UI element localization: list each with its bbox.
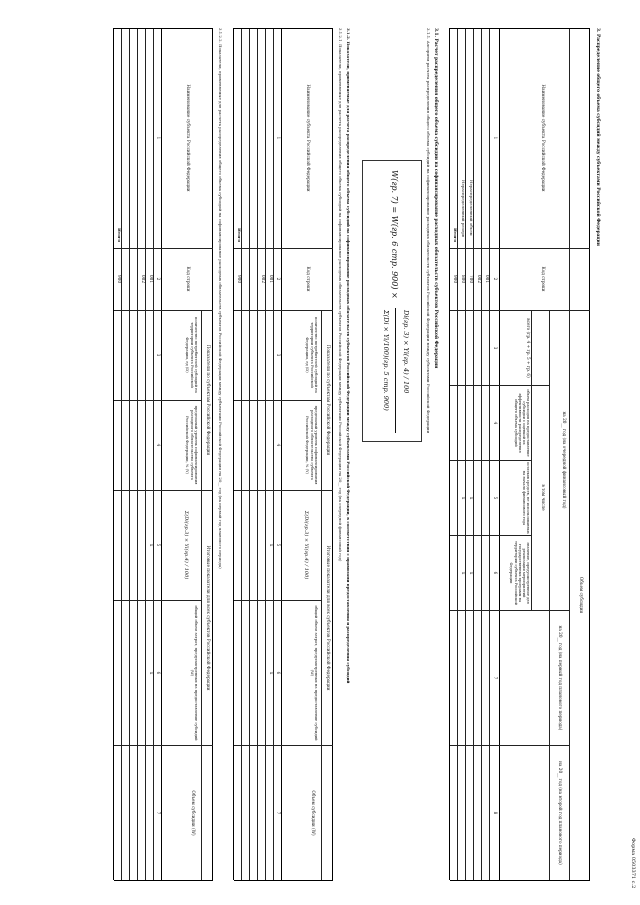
s1-col-year1: на 20__ год (на очередной финансовый год) — [562, 411, 567, 509]
s1-vline-c — [450, 535, 532, 536]
s1-sub-c: значение, предусмотренное для реализации мероприятий государственных программ на территории субъекта Российской Федерации — [509, 541, 530, 605]
s3-right-border — [234, 880, 333, 881]
s4-header-bottom — [161, 28, 162, 880]
s3-col-i2: предельный уровень софинансирования расходного обязательства субъекта Российской Федерации, % (Y) — [305, 405, 318, 485]
s4-num-5: 5 — [156, 543, 161, 547]
formula-lhs: W(гр. 7) = W(гр. 6 стр. 900) × — [390, 170, 399, 299]
s1-num-7: 7 — [493, 676, 498, 680]
s4-col-name: Наименование субъекта Российской Федерации — [186, 84, 191, 192]
s1-x-1: x — [469, 496, 474, 500]
s1-row1-bottom — [481, 28, 482, 880]
s4-left-border — [114, 28, 213, 29]
s3-num-6: 6 — [276, 671, 281, 675]
s3-num-1: 1 — [276, 136, 281, 140]
s4-num-1: 1 — [156, 136, 161, 140]
s1-col-including: в том числе — [541, 484, 546, 511]
s1-bottom-border — [449, 28, 450, 880]
s1-col-year3: на 20__ год (на второй год планового периода) — [558, 761, 563, 865]
s4-num-3: 3 — [156, 353, 161, 357]
s3-header-bottom — [281, 28, 282, 880]
s3-nums-bottom — [273, 28, 274, 880]
section1-heading: 3. Распределение общего объема субсидий между субъектами Российской Федерации — [595, 28, 600, 246]
s4-row4-bottom — [121, 28, 122, 880]
s3-vline-code — [234, 248, 333, 249]
s1-hline-2 — [549, 310, 550, 880]
s3-code-900: 900 — [237, 275, 242, 283]
s4-col-total: Итоговые показатели для всех субъектов Российской Федерации — [206, 545, 211, 691]
s3-row3-bottom — [249, 28, 250, 880]
s3-bottom-border — [233, 28, 234, 880]
formula-denominator: Σ(Di × Yi/100)(гр. 5 стр. 900) — [382, 310, 390, 411]
s4-row2-bottom — [137, 28, 138, 880]
s3-col-code: Код строки — [306, 266, 311, 292]
s3-vline-ind2 — [234, 400, 322, 401]
s1-col-name: Наименование субъекта Российской Федерации — [541, 84, 546, 192]
s1-vline-b — [450, 460, 532, 461]
s1-vline-year2 — [450, 610, 570, 611]
s3-code-002: 002 — [261, 275, 266, 283]
formula-numerator: Di(гр. 3) × Yi(гр. 4) / 100 — [402, 310, 410, 394]
formula-fraction-bar — [395, 308, 396, 433]
s4-col-i2: предельный уровень софинансирования расходного обязательства субъекта Российской Федерации, % (Y) — [185, 405, 198, 485]
s1-num-8: 8 — [493, 811, 498, 815]
s1-col-vsego: всего (гр. 4 + гр. 5 + гр. 6) — [526, 318, 531, 378]
s1-row2-bottom — [473, 28, 474, 880]
s1-header-bottom — [499, 28, 500, 880]
s1-code-700: 700 — [469, 275, 474, 283]
s1-row-total: Итого — [453, 228, 458, 243]
s1-col-year2: на 20__ год (на первый год планового периода) — [558, 625, 563, 731]
s1-vline-a — [450, 385, 550, 386]
s4-vline-ind1 — [114, 310, 213, 311]
s4-vline-total — [114, 490, 213, 491]
s4-code-002: 002 — [141, 275, 146, 283]
s4-vline-code — [114, 248, 213, 249]
s1-code-001: 001 — [485, 275, 490, 283]
s3-col-indicators: Показатели по субъектам Российской Федерации — [326, 344, 331, 456]
s3-x-2: x — [269, 671, 274, 675]
s4-hline-1 — [201, 310, 202, 880]
s4-col-i1: количество потребителей субсидий на территории субъекта Российской Федерации, ед (D) — [185, 317, 198, 393]
s4-vline-vol — [114, 600, 202, 601]
s3-row1-bottom — [265, 28, 266, 880]
s1-code-002: 002 — [477, 275, 482, 283]
s3-num-5: 5 — [276, 543, 281, 547]
s4-col-vol: общий объем затрат, предусмотренных на предоставление субсидий (W) — [189, 605, 198, 741]
s3-num-7: 7 — [276, 811, 281, 815]
s4-row1-bottom — [145, 28, 146, 880]
s1-num-2: 2 — [493, 277, 498, 281]
s3-num-4: 4 — [276, 443, 281, 447]
s1-nums-bottom — [489, 28, 490, 880]
s4-num-2: 2 — [156, 277, 161, 281]
s3-row4-bottom — [241, 28, 242, 880]
s3-hline-1 — [321, 310, 322, 880]
s1-x-3: x — [461, 496, 466, 500]
s4-vline-ind2 — [114, 400, 202, 401]
s4-bottom-border — [113, 28, 114, 880]
s1-row3-bottom — [465, 28, 466, 880]
s3-num-2: 2 — [276, 277, 281, 281]
section4-heading: 3.1.2.2. Показатели, применяемые для расчета распределения общего объема субсидий на софинансирование расходных обязательств субъектов Российской Федерации между субъектами Российской Федерации на 20__ год (на первый год планового периода) — [218, 28, 223, 569]
s3-col-total: Итоговые показатели для всех субъектов Российской Федерации — [326, 545, 331, 691]
s1-code-800: 800 — [461, 275, 466, 283]
s1-vline-year3 — [450, 745, 570, 746]
s3-x-1: x — [269, 543, 274, 547]
s3-top-border — [332, 28, 333, 880]
s1-num-6: 6 — [493, 571, 498, 575]
s1-row-reserve: Нераспределенный резерв — [461, 180, 466, 238]
s3-left-border — [234, 28, 333, 29]
section3-heading: 3.1.2. Показатели, применяемые для расчета распределения общего объема субсидий на софинансирование расходных обязательств субъектов Российской Федерации между субъектами Российской Федерации, в соответствии с правилами предоставления и распределения субсидий — [346, 28, 351, 684]
s4-row-total: Итого — [117, 228, 122, 243]
s1-vline-code — [450, 248, 590, 249]
s1-x-4: x — [461, 571, 466, 575]
s1-left-border — [450, 28, 590, 29]
s1-hline-1 — [569, 28, 570, 880]
s3-row2-bottom — [257, 28, 258, 880]
s4-right-border — [114, 880, 213, 881]
s1-row4-bottom — [457, 28, 458, 880]
s3-vline-obj — [234, 745, 333, 746]
s1-num-3: 3 — [493, 346, 498, 350]
s1-code-900: 900 — [453, 275, 458, 283]
s3-col-obj: Объем субсидии (W) — [311, 790, 316, 836]
s4-col-code: Код строки — [186, 266, 191, 292]
s1-vline-subsidy — [450, 310, 590, 311]
s3-vline-vol — [234, 600, 322, 601]
s1-right-border — [450, 880, 590, 881]
s1-x-2: x — [469, 571, 474, 575]
s3-col-vol: общий объем затрат, предусмотренных на предоставление субсидий (W) — [309, 605, 318, 741]
s3-code-001: 001 — [269, 275, 274, 283]
s1-num-4: 4 — [493, 421, 498, 425]
s1-sub-a: объем расходов на предоставление субсидии с оценкой их эффективности распределения общего объема субсидий — [513, 389, 530, 457]
s1-num-5: 5 — [493, 496, 498, 500]
s4-num-7: 7 — [156, 811, 161, 815]
section2-sub: 3.1.1. Алгоритм расчета распределения общего объема субсидий на софинансирование расходных обязательств субъектов Российской Федерации между субъектами Российской Федерации — [426, 28, 431, 434]
s1-col-subsidy: Объем субсидии — [579, 576, 584, 614]
s3-col-name: Наименование субъекта Российской Федерации — [306, 84, 311, 192]
s3-row-total: Итого — [237, 228, 242, 243]
s4-nums-bottom — [153, 28, 154, 880]
s4-x-2: x — [149, 671, 154, 675]
s3-num-3: 3 — [276, 353, 281, 357]
s4-num-6: 6 — [156, 671, 161, 675]
s1-num-1: 1 — [493, 136, 498, 140]
s4-vline-obj — [114, 745, 213, 746]
s4-code-001: 001 — [149, 275, 154, 283]
s4-col-formula: Σ(Di(гр.3) × Yi(гр.4) / 100) — [183, 510, 189, 580]
form-code: Форма 0503371 с.2 — [630, 838, 636, 889]
s4-code-900: 900 — [117, 275, 122, 283]
s1-top-border — [589, 28, 590, 880]
s4-row3-bottom — [129, 28, 130, 880]
s3-col-formula: Σ(Di(гр.3) × Yi(гр.4) / 100) — [303, 510, 309, 580]
s4-col-obj: Объем субсидии (W) — [191, 790, 196, 836]
section3-sub: 3.1.2.1. Показатели, применяемые для расчета распределения общего объема субсидий на софинансирование расходных обязательств субъектов Российской Федерации между субъектами Российской Федерации на 20__ год (на очередной финансовый год) — [338, 28, 343, 562]
s3-col-i1: количество потребителей субсидий на территории субъекта Российской Федерации, ед (D) — [305, 317, 318, 393]
s4-x-1: x — [149, 543, 154, 547]
s4-num-4: 4 — [156, 443, 161, 447]
s1-col-code: Код строки — [541, 266, 546, 292]
s4-col-indicators: Показатели по субъектам Российской Федерации — [206, 344, 211, 456]
s3-vline-ind1 — [234, 310, 333, 311]
s4-top-border — [212, 28, 213, 880]
s1-row-undistr: Нераспределенный объем — [469, 180, 474, 236]
s1-sub-b: остатков средств, не использованных на начало финансового года — [521, 462, 530, 534]
s3-vline-total — [234, 490, 333, 491]
section2-heading: 3.1. Расчет распределения общего объема субсидии на софинансирование расходных обязательств субъектов Российской Федерации — [433, 28, 438, 369]
